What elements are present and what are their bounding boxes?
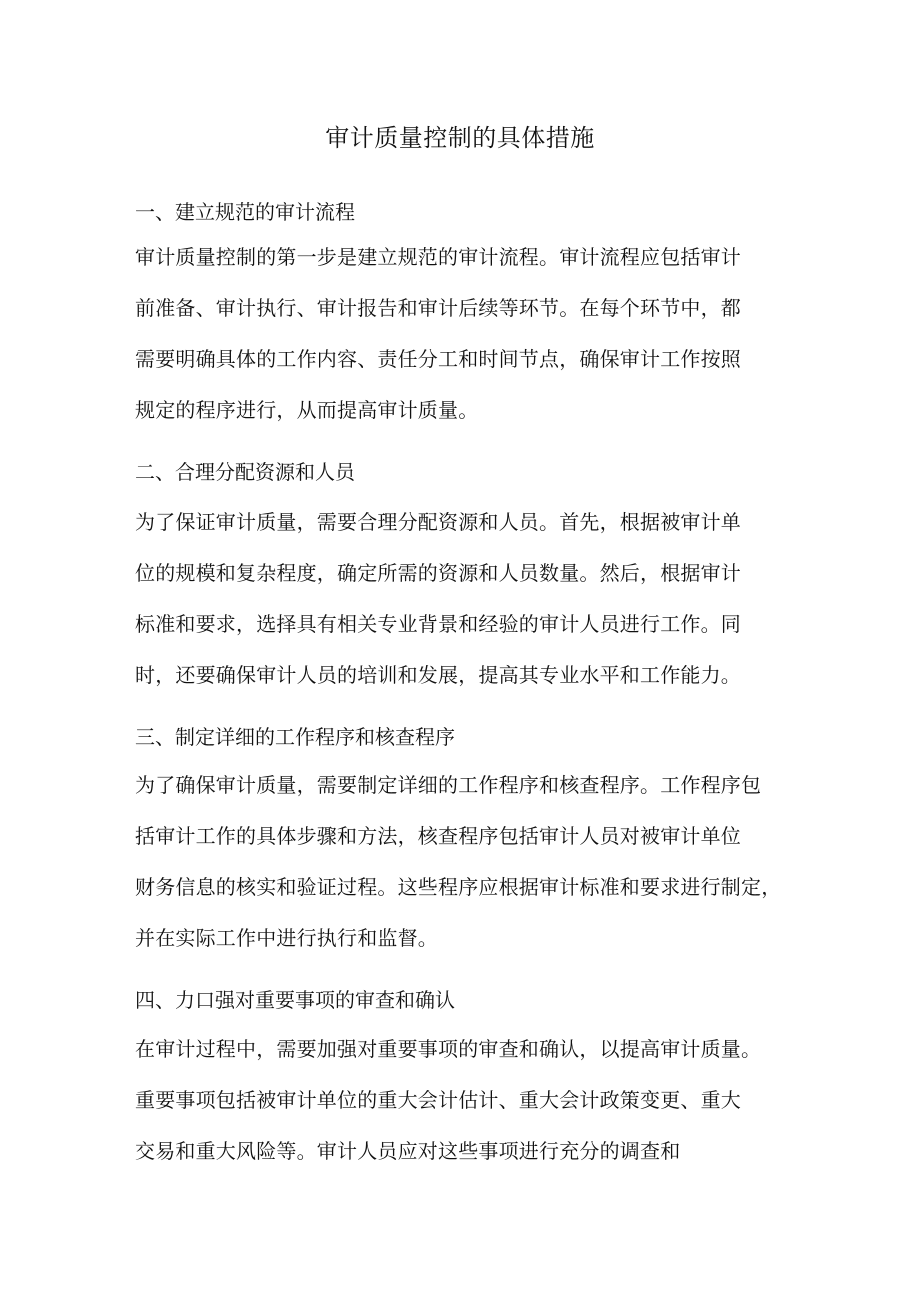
section-paragraph — [135, 1024, 795, 1177]
paragraph-line: 为了保证审计质量，需要合理分配资源和人员。首先，根据被审计单 — [135, 510, 741, 534]
paragraph-line: 审计质量控制的第一步是建立规范的审计流程。审计流程应包括审计 — [135, 245, 741, 269]
paragraph-line: 财务信息的核实和验证过程。这些程序应根据审计标准和要求进行制定， — [135, 875, 782, 899]
paragraph-line: 在审计过程中，需要加强对重要事项的审查和确认，以提高审计质量。 — [135, 1037, 762, 1061]
paragraph-line: 规定的程序进行，从而提高审计质量。 — [135, 398, 479, 422]
section-paragraph — [135, 497, 795, 701]
paragraph-line: 重要事项包括被审计单位的重大会计估计、重大会计政策变更、重大 — [135, 1088, 741, 1112]
section-heading: 四、力口强对重要事项的审查和确认 — [135, 988, 455, 1012]
paragraph-line: 并在实际工作中进行执行和监督。 — [135, 926, 438, 950]
paragraph-line: 为了确保审计质量，需要制定详细的工作程序和核查程序。工作程序包 — [135, 773, 762, 797]
section-heading: 二、合理分配资源和人员 — [135, 460, 355, 484]
paragraph-line: 前准备、审计执行、审计报告和审计后续等环节。在每个环节中，都 — [135, 296, 741, 320]
section-paragraph — [135, 232, 795, 436]
paragraph-line: 标准和要求，选择具有相关专业背景和经验的审计人员进行工作。同 — [135, 612, 741, 636]
paragraph-line: 位的规模和复杂程度，确定所需的资源和人员数量。然后，根据审计 — [135, 561, 741, 585]
paragraph-line: 括审计工作的具体步骤和方法，核查程序包括审计人员对被审计单位 — [135, 824, 741, 848]
paragraph-line: 时，还要确保审计人员的培训和发展，提高其专业水平和工作能力。 — [135, 663, 741, 687]
section-heading: 三、制定详细的工作程序和核查程序 — [135, 725, 455, 749]
section-paragraph — [135, 760, 795, 964]
paragraph-line: 交易和重大风险等。审计人员应对这些事项进行充分的调查和 — [135, 1139, 681, 1163]
paragraph-line: 需要明确具体的工作内容、责任分工和时间节点，确保审计工作按照 — [135, 347, 741, 371]
page-title: 审计质量控制的具体措施 — [325, 124, 595, 152]
section-heading: 一、建立规范的审计流程 — [135, 200, 355, 224]
